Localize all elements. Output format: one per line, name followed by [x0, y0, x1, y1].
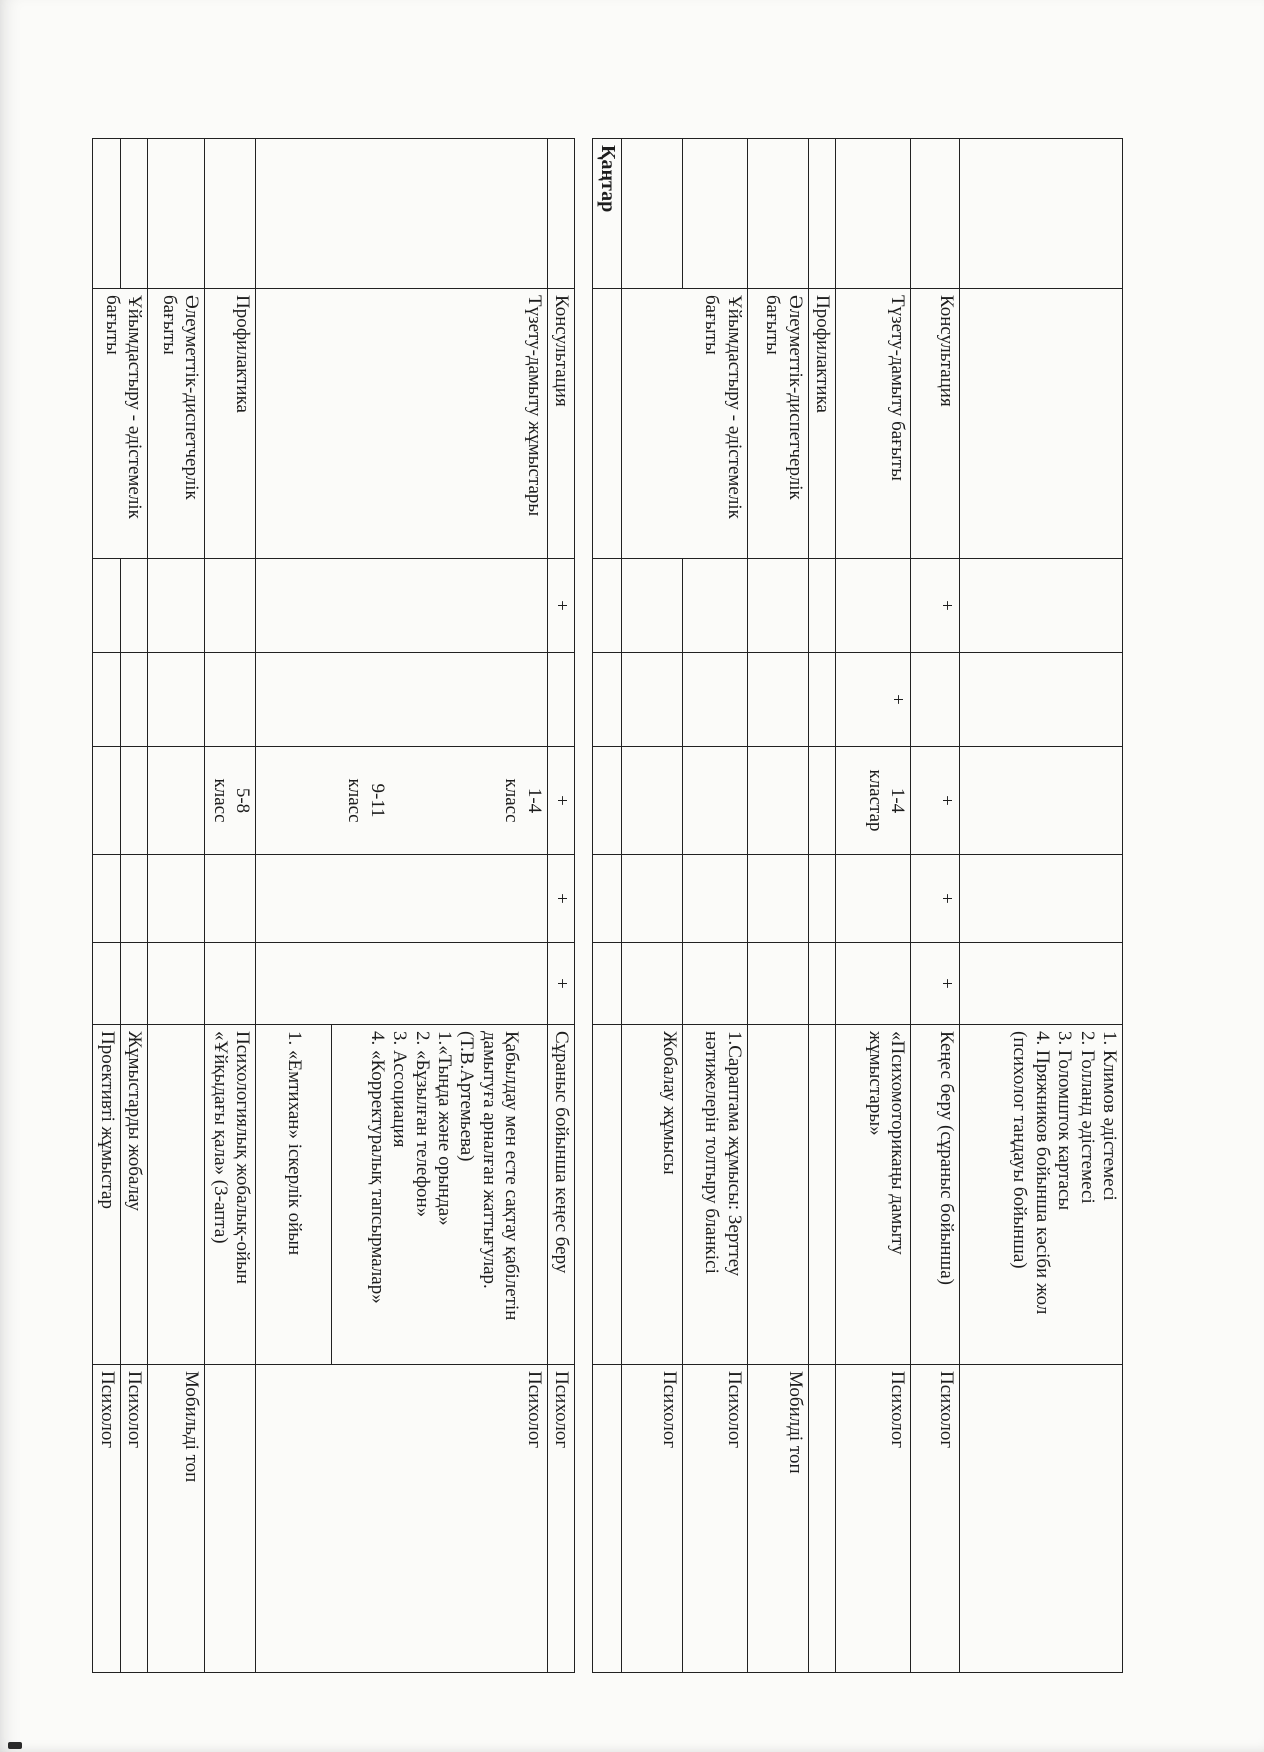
mark-cell: +: [911, 943, 960, 1025]
direction-cell: Профилактика: [808, 289, 835, 559]
month-label: Қаңтар: [593, 139, 622, 289]
mark-cell: [836, 943, 911, 1025]
responsible-cell: [808, 1365, 835, 1673]
activity-cell: Жобалау жұмысы: [621, 1025, 682, 1365]
activity-cell: [147, 1025, 204, 1365]
table-row: [255, 139, 547, 1673]
activity-main: Қабылдау мен есте сақтау қабілетін дамытуға арналған жаттығулар. (Т.В.Артемьева) 1.«Тыңда және орында» 2. «Бұзылған телефон» 3. Ассоциация 4. «Корректуралық тапсырмалар»: [331, 1025, 524, 1364]
activity-cell: Проективті жұмыстар: [93, 1025, 120, 1365]
activity-cell: [747, 1025, 808, 1365]
responsible-cell: Психолог: [93, 1365, 120, 1673]
activity-cell: Психологиялық жобалық-ойын «Ұйқыдағы қала» (3-апта): [204, 1025, 255, 1365]
methods-cell: 1. Климов әдістемесі 2. Голланд әдістемесі 3. Голомшток картасы 4. Пряжников бойынша кәсіби жол (психолог таңдауы бойынша): [960, 1025, 1123, 1365]
responsible-cell: Психолог: [255, 1365, 547, 1673]
table-row: [747, 139, 808, 1673]
direction-cell: Консультация: [547, 289, 574, 559]
responsible-cell: Психолог: [621, 1365, 682, 1673]
table-row: [204, 139, 255, 1673]
responsible-cell: Психолог: [682, 1365, 747, 1673]
mark-cell: [836, 855, 911, 943]
table-row: [808, 139, 835, 1673]
direction-cell: Түзету-дамыту жұмыстары: [255, 289, 547, 559]
mark-cell: [836, 559, 911, 653]
direction-cell: Профилактика: [204, 289, 255, 559]
mark-cell: +: [836, 653, 911, 747]
activity-cell: Сұраныс бойынша кеңес беру: [547, 1025, 574, 1365]
work-plan-table: [92, 138, 1123, 1673]
responsible-cell: [204, 1365, 255, 1673]
table-row: [911, 139, 960, 1673]
table-row: [682, 139, 747, 1673]
activity-cell: «Психомоторикаңы дамыту жұмыстары»: [836, 1025, 911, 1365]
direction-cell: [960, 289, 1123, 559]
direction-cell: Түзету-дамыту бағыты: [836, 289, 911, 559]
direction-cell: Консультация: [911, 289, 960, 559]
class-cell: 1-4 класс 9-11 класс: [255, 747, 547, 855]
responsible-cell: Психолог: [120, 1365, 147, 1673]
table-row: [593, 139, 622, 1673]
activity-cell: [808, 1025, 835, 1365]
activity-cell: Жұмыстарды жобалау: [120, 1025, 147, 1365]
direction-cell: Ұйымдастыру - әдістемелік бағыты: [93, 289, 148, 559]
mark-cell: +: [547, 747, 574, 855]
table-row: [547, 139, 574, 1673]
responsible-cell: Психолог: [547, 1365, 574, 1673]
activity-cell: 1.Сараптама жұмысы: Зерттеу нәтижелерін толтыру бланкісі: [682, 1025, 747, 1365]
activity-cell: Кеңес беру (сұраныс бойынша): [911, 1025, 960, 1365]
mark-cell: +: [547, 855, 574, 943]
mark-cell: [911, 653, 960, 747]
table-row: [836, 139, 911, 1673]
responsible-cell: Психолог: [836, 1365, 911, 1673]
responsible-cell: Мобильді топ: [147, 1365, 204, 1673]
rotated-plan-table: [95, 138, 1123, 1672]
block-gap: [575, 139, 593, 1673]
class-cell: 1-4 кластар: [836, 747, 911, 855]
table-row: [147, 139, 204, 1673]
direction-cell: Әлеуметтік-диспетчерлік бағыты: [147, 289, 204, 559]
mark-cell: +: [547, 559, 574, 653]
mark-cell: +: [911, 559, 960, 653]
mark-cell: +: [911, 747, 960, 855]
responsible-cell: Психолог: [911, 1365, 960, 1673]
direction-cell: Ұйымдастыру - әдістемелік бағыты: [621, 289, 747, 559]
activity-second: 1. «Емтихан» іскерлік ойын: [283, 1031, 305, 1256]
scan-mark-icon: [8, 1742, 22, 1749]
responsible-cell: Мобилді топ: [747, 1365, 808, 1673]
class-cell: 5-8 класс: [204, 747, 255, 855]
mark-cell: +: [911, 855, 960, 943]
mark-cell: +: [547, 943, 574, 1025]
direction-cell: Әлеуметтік-диспетчерлік бағыты: [747, 289, 808, 559]
mark-cell: [547, 653, 574, 747]
activity-cell: [255, 1025, 547, 1365]
table-row: [960, 139, 1123, 1673]
table-row: [120, 139, 147, 1673]
month-cell: [960, 139, 1123, 289]
